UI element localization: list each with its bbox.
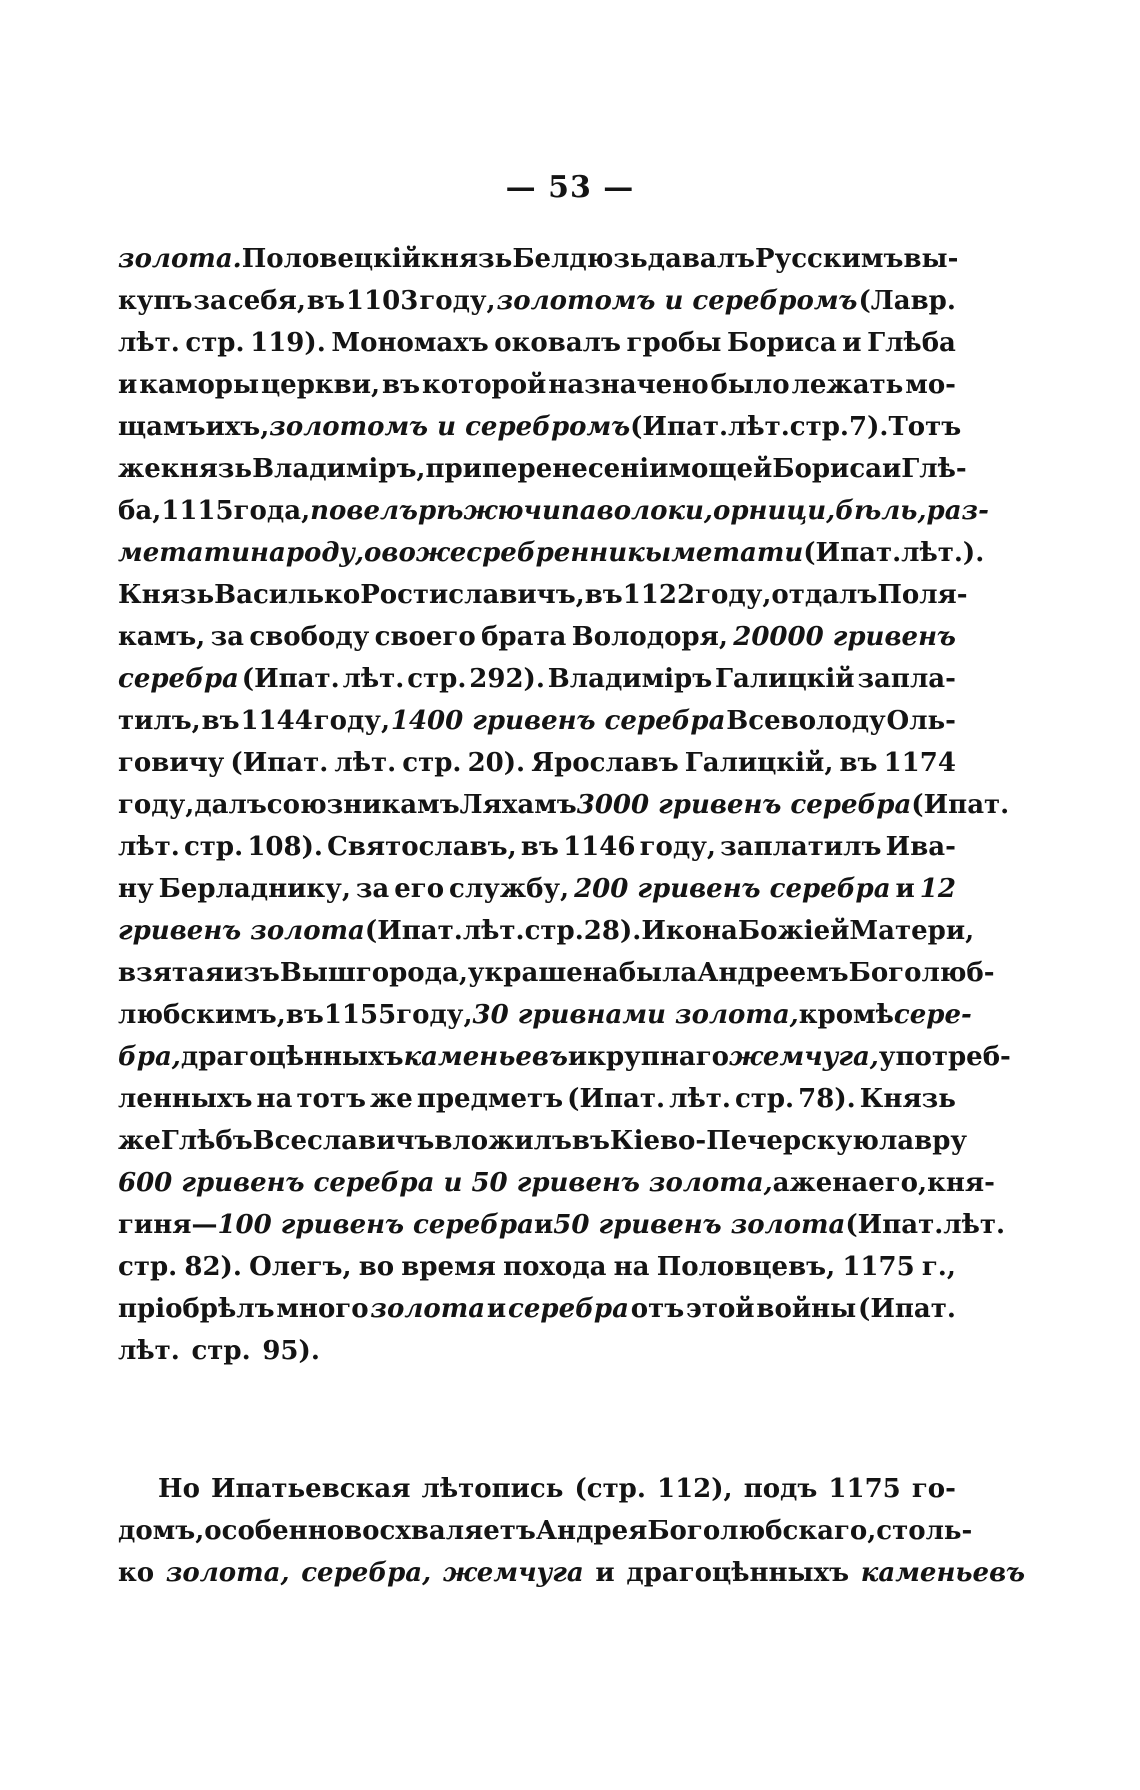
word: его, bbox=[868, 1168, 928, 1198]
italic-word: 600 гривенъ серебра и 50 гривенъ золота, bbox=[118, 1168, 773, 1198]
word: давалъ bbox=[647, 244, 756, 274]
word: вложилъ bbox=[434, 1126, 572, 1156]
word: кня- bbox=[927, 1168, 995, 1198]
word: Всеславичъ bbox=[252, 1126, 435, 1156]
italic-word: серебра, bbox=[301, 1558, 432, 1588]
italic-word: овоже bbox=[364, 538, 467, 568]
word: стр. bbox=[185, 328, 245, 358]
word: Василько bbox=[214, 580, 361, 610]
word: лежать bbox=[791, 370, 904, 400]
italic-word: жемчуга, bbox=[728, 1042, 879, 1072]
word: 119). bbox=[250, 328, 326, 358]
text-line bbox=[118, 658, 956, 700]
word: употреб- bbox=[878, 1042, 1011, 1072]
word: назначено bbox=[548, 370, 709, 400]
word: Галицкій bbox=[715, 664, 855, 694]
word: Половецкій bbox=[241, 244, 422, 274]
word: домъ, bbox=[118, 1516, 205, 1546]
text-line bbox=[118, 1078, 956, 1120]
text-line bbox=[118, 910, 975, 952]
word: которой bbox=[421, 370, 547, 400]
word: Божіей bbox=[737, 916, 850, 946]
word: любскимъ, bbox=[118, 1000, 286, 1030]
word: 1175 bbox=[842, 1252, 915, 1282]
word: 1174 bbox=[883, 748, 956, 778]
word: Тотъ bbox=[888, 412, 962, 442]
word: въ bbox=[285, 1000, 324, 1030]
word: Бориса bbox=[726, 328, 837, 358]
word: за bbox=[193, 286, 227, 316]
word: же bbox=[118, 1126, 161, 1156]
word: восхваляетъ bbox=[344, 1516, 536, 1546]
word: драгоцѣнныхъ bbox=[626, 1558, 850, 1588]
word: стр. bbox=[524, 916, 584, 946]
word: ленныхъ bbox=[118, 1084, 253, 1114]
word: похода bbox=[503, 1252, 607, 1282]
word: церкви, bbox=[260, 370, 381, 400]
word: (Ипат. bbox=[803, 538, 902, 568]
word: въ bbox=[584, 580, 623, 610]
word: предметъ bbox=[416, 1084, 564, 1114]
word: жена bbox=[789, 1168, 869, 1198]
word: лѣтопись bbox=[421, 1474, 564, 1504]
word: же bbox=[118, 454, 161, 484]
word: 292). bbox=[469, 664, 545, 694]
italic-word: сере- bbox=[893, 1000, 972, 1030]
word: стр. bbox=[191, 1336, 251, 1366]
text-line bbox=[118, 700, 956, 742]
word: во bbox=[358, 1252, 395, 1282]
word: лѣт. bbox=[728, 412, 790, 442]
word: было bbox=[710, 370, 790, 400]
italic-word: 20000 гривенъ bbox=[733, 622, 956, 652]
word: столь- bbox=[876, 1516, 973, 1546]
word: въ bbox=[520, 832, 559, 862]
italic-word: каменьевъ bbox=[403, 1042, 568, 1072]
word: при bbox=[425, 454, 482, 484]
word: заплатилъ bbox=[720, 832, 882, 862]
word: 20). bbox=[467, 748, 526, 778]
word: лѣт. bbox=[118, 328, 180, 358]
word: года, bbox=[233, 496, 311, 526]
italic-word: народу, bbox=[250, 538, 365, 568]
word: ихъ, bbox=[205, 412, 270, 442]
word: стр. bbox=[734, 1084, 795, 1114]
word: вы- bbox=[903, 244, 959, 274]
word: Поля- bbox=[877, 580, 968, 610]
word: 1103 bbox=[345, 286, 419, 316]
word: 95). bbox=[262, 1336, 320, 1366]
word: войны bbox=[756, 1294, 857, 1324]
word: Галицкій, bbox=[684, 748, 834, 778]
word: Но bbox=[158, 1474, 200, 1504]
word: на bbox=[256, 1084, 293, 1114]
word: а bbox=[772, 1168, 790, 1198]
text-line bbox=[118, 1468, 956, 1510]
word: стр. bbox=[183, 832, 244, 862]
word: и bbox=[842, 328, 862, 358]
italic-word: серебра bbox=[118, 664, 239, 694]
text-line bbox=[118, 1120, 968, 1162]
word: же bbox=[370, 1084, 413, 1114]
word: 1175 bbox=[828, 1474, 901, 1504]
italic-word: каменьевъ bbox=[860, 1558, 1026, 1588]
word: Икона bbox=[641, 916, 738, 946]
word: Берладнику, bbox=[158, 874, 351, 904]
italic-word: золотомъ и серебромъ bbox=[269, 412, 631, 442]
word: гробы bbox=[626, 328, 722, 358]
word: 1146 bbox=[563, 832, 636, 862]
word: Бориса bbox=[772, 454, 882, 484]
word: стр. bbox=[789, 412, 849, 442]
text-line bbox=[118, 280, 956, 322]
word: Белдюзь bbox=[512, 244, 648, 274]
word: украшена bbox=[467, 958, 619, 988]
italic-word: 100 гривенъ серебра bbox=[217, 1210, 534, 1240]
word: мо- bbox=[905, 370, 956, 400]
word: (стр. bbox=[574, 1474, 646, 1504]
word: Глѣба bbox=[867, 328, 956, 358]
word: пріобрѣлъ bbox=[118, 1294, 275, 1324]
word: 108). bbox=[247, 832, 323, 862]
text-line bbox=[118, 574, 968, 616]
word: 7). bbox=[848, 412, 889, 442]
word: отъ bbox=[630, 1294, 685, 1324]
word: 1144 bbox=[240, 706, 313, 736]
paragraph-1 bbox=[118, 238, 1011, 1372]
word: стр. bbox=[402, 748, 462, 778]
word: Боголюб- bbox=[848, 958, 995, 988]
word: Володоря, bbox=[571, 622, 728, 652]
word: князь bbox=[160, 454, 253, 484]
word: стр. bbox=[407, 664, 467, 694]
word: князь bbox=[421, 244, 513, 274]
word: на bbox=[613, 1252, 650, 1282]
word: брата bbox=[481, 622, 567, 652]
word: въ bbox=[839, 748, 878, 778]
italic-word: сребренникы bbox=[466, 538, 672, 568]
word: Матери, bbox=[849, 916, 975, 946]
word: Ипатьевская bbox=[210, 1474, 411, 1504]
text-line bbox=[118, 1162, 995, 1204]
word: Святославъ, bbox=[327, 832, 517, 862]
word: его bbox=[394, 874, 445, 904]
page-number: — 53 — bbox=[505, 170, 635, 205]
word: запла- bbox=[857, 664, 956, 694]
word: Ярославъ bbox=[531, 748, 679, 778]
word: въ bbox=[306, 286, 345, 316]
word: союзникамъ bbox=[266, 790, 460, 820]
text-line bbox=[118, 1330, 956, 1372]
text-line bbox=[118, 322, 956, 364]
word: этой bbox=[686, 1294, 755, 1324]
word: лѣт. bbox=[334, 748, 397, 778]
text-line bbox=[118, 784, 1010, 826]
text-line bbox=[118, 616, 956, 658]
word: лѣт. bbox=[118, 832, 180, 862]
text-line bbox=[118, 406, 962, 448]
word: лѣт. bbox=[669, 1084, 731, 1114]
word: свободу bbox=[249, 622, 370, 652]
word: каморы bbox=[139, 370, 260, 400]
word: Мономахъ bbox=[331, 328, 489, 358]
word: и bbox=[567, 1042, 588, 1072]
word: ко bbox=[118, 1558, 155, 1588]
word: ба, bbox=[118, 496, 162, 526]
italic-word: орници, bbox=[712, 496, 836, 526]
word: Глѣбъ bbox=[160, 1126, 253, 1156]
italic-word: метати bbox=[671, 538, 804, 568]
word: Кіево-Печерскую bbox=[609, 1126, 879, 1156]
italic-word: 200 гривенъ серебра bbox=[574, 874, 891, 904]
italic-word: 12 bbox=[919, 874, 956, 904]
word: (Ипат. bbox=[845, 1210, 944, 1240]
word: и bbox=[595, 1558, 615, 1588]
italic-word: золотомъ и серебромъ bbox=[496, 286, 858, 316]
word: оковалъ bbox=[494, 328, 621, 358]
word: службу, bbox=[449, 874, 570, 904]
word: лѣт. bbox=[342, 664, 405, 694]
word: 1155 bbox=[323, 1000, 397, 1030]
word: Владиміръ bbox=[547, 664, 713, 694]
italic-word: золота. bbox=[118, 244, 242, 274]
word: Глѣ- bbox=[901, 454, 967, 484]
word: лавру bbox=[878, 1126, 968, 1156]
word: драгоцѣнныхъ bbox=[180, 1042, 404, 1072]
text-line bbox=[118, 532, 985, 574]
word: и bbox=[895, 874, 915, 904]
text-line bbox=[118, 490, 989, 532]
word: лѣт.). bbox=[901, 538, 985, 568]
word: въ bbox=[201, 706, 240, 736]
italic-word: паволоки, bbox=[560, 496, 713, 526]
text-line bbox=[118, 1246, 956, 1288]
word: Половцевъ, bbox=[656, 1252, 836, 1282]
text-line bbox=[118, 742, 956, 784]
text-line bbox=[118, 826, 956, 868]
word: кромѣ bbox=[798, 1000, 894, 1030]
italic-word: жемчуга bbox=[442, 1558, 584, 1588]
word: году, bbox=[639, 832, 716, 862]
word: Всеволоду bbox=[726, 706, 886, 736]
word: лѣт. bbox=[943, 1210, 1006, 1240]
italic-word: метати bbox=[118, 538, 251, 568]
text-line bbox=[118, 1552, 1026, 1594]
italic-word: 30 гривнами золота, bbox=[472, 1000, 799, 1030]
word: тотъ bbox=[296, 1084, 366, 1114]
italic-word: бѣль, bbox=[835, 496, 927, 526]
word: — bbox=[191, 1210, 218, 1240]
word: 82). bbox=[184, 1252, 242, 1282]
word: (Ипат. bbox=[364, 916, 463, 946]
word: г., bbox=[921, 1252, 956, 1282]
word: (Ипат. bbox=[911, 790, 1010, 820]
word: время bbox=[401, 1252, 496, 1282]
text-line bbox=[118, 1288, 956, 1330]
word: году, bbox=[695, 580, 772, 610]
word: гиня bbox=[118, 1210, 192, 1240]
word: взятая bbox=[118, 958, 225, 988]
word: щамъ bbox=[118, 412, 206, 442]
italic-word: золота, bbox=[165, 1558, 290, 1588]
word: стр. bbox=[118, 1252, 178, 1282]
text-line bbox=[118, 994, 972, 1036]
italic-word: гривенъ золота bbox=[118, 916, 365, 946]
italic-word: повелъ bbox=[310, 496, 418, 526]
word: и bbox=[486, 1294, 507, 1324]
text-line bbox=[118, 364, 956, 406]
text-line bbox=[118, 868, 956, 910]
word: ну bbox=[118, 874, 154, 904]
word: 1115 bbox=[161, 496, 234, 526]
word: (Ипат. bbox=[630, 412, 729, 442]
word: Андрея bbox=[535, 1516, 648, 1546]
word: въ bbox=[382, 370, 421, 400]
word: 28). bbox=[583, 916, 642, 946]
word: (Ипат. bbox=[858, 1294, 956, 1324]
word: купъ bbox=[118, 286, 193, 316]
word: крупнаго bbox=[587, 1042, 729, 1072]
word: подъ bbox=[743, 1474, 818, 1504]
word: Князь bbox=[118, 580, 215, 610]
word: изъ bbox=[224, 958, 280, 988]
italic-word: раз- bbox=[926, 496, 989, 526]
word: Боголюбскаго, bbox=[647, 1516, 877, 1546]
italic-word: рѣжючи bbox=[417, 496, 561, 526]
paragraph-2 bbox=[118, 1468, 1026, 1594]
word: и bbox=[533, 1210, 554, 1240]
italic-word: 1400 гривенъ серебра bbox=[390, 706, 726, 736]
word: Оль- bbox=[886, 706, 956, 736]
italic-word: 50 гривенъ золота bbox=[553, 1210, 846, 1240]
word: (Ипат. bbox=[230, 748, 329, 778]
word: году, bbox=[419, 286, 496, 316]
word: много bbox=[276, 1294, 369, 1324]
word: себя, bbox=[227, 286, 306, 316]
word: Русскимъ bbox=[755, 244, 904, 274]
word: камъ, bbox=[118, 622, 206, 652]
text-line bbox=[118, 1510, 973, 1552]
word: за bbox=[355, 874, 390, 904]
word: (Ипат. bbox=[567, 1084, 666, 1114]
text-line bbox=[118, 1036, 1011, 1078]
word: Владиміръ, bbox=[252, 454, 426, 484]
italic-word: золота bbox=[370, 1294, 486, 1324]
word: (Лавр. bbox=[858, 286, 956, 316]
word: (Ипат. bbox=[241, 664, 340, 694]
word: говичу bbox=[118, 748, 225, 778]
word: Олегъ, bbox=[249, 1252, 352, 1282]
word: Ростиславичъ, bbox=[360, 580, 585, 610]
italic-word: 3000 гривенъ серебра bbox=[576, 790, 912, 820]
text-line bbox=[118, 448, 967, 490]
word: Князь bbox=[859, 1084, 956, 1114]
word: Ива- bbox=[885, 832, 956, 862]
word: го- bbox=[911, 1474, 956, 1504]
word: Андреемъ bbox=[697, 958, 849, 988]
word: далъ bbox=[194, 790, 267, 820]
text-line bbox=[118, 952, 995, 994]
word: году, bbox=[313, 706, 391, 736]
word: 1122 bbox=[622, 580, 696, 610]
word: и bbox=[118, 370, 138, 400]
word: 78). bbox=[798, 1084, 856, 1114]
text-line bbox=[118, 1204, 1006, 1246]
word: тилъ, bbox=[118, 706, 201, 736]
word: отдалъ bbox=[771, 580, 878, 610]
word: лѣт. bbox=[118, 1336, 180, 1366]
word: перенесеніи bbox=[481, 454, 669, 484]
word: мощей bbox=[668, 454, 773, 484]
word: была bbox=[618, 958, 698, 988]
text-line bbox=[118, 238, 959, 280]
word: своего bbox=[374, 622, 476, 652]
word: особенно bbox=[204, 1516, 345, 1546]
word: году, bbox=[118, 790, 195, 820]
word: въ bbox=[571, 1126, 610, 1156]
word: Ляхамъ bbox=[459, 790, 577, 820]
word: Вышгорода, bbox=[279, 958, 468, 988]
word: и bbox=[882, 454, 902, 484]
word: 112), bbox=[656, 1474, 733, 1504]
word: году, bbox=[396, 1000, 473, 1030]
italic-word: серебра bbox=[508, 1294, 629, 1324]
word: за bbox=[210, 622, 245, 652]
word: лѣт. bbox=[462, 916, 525, 946]
italic-word: бра, bbox=[118, 1042, 181, 1072]
